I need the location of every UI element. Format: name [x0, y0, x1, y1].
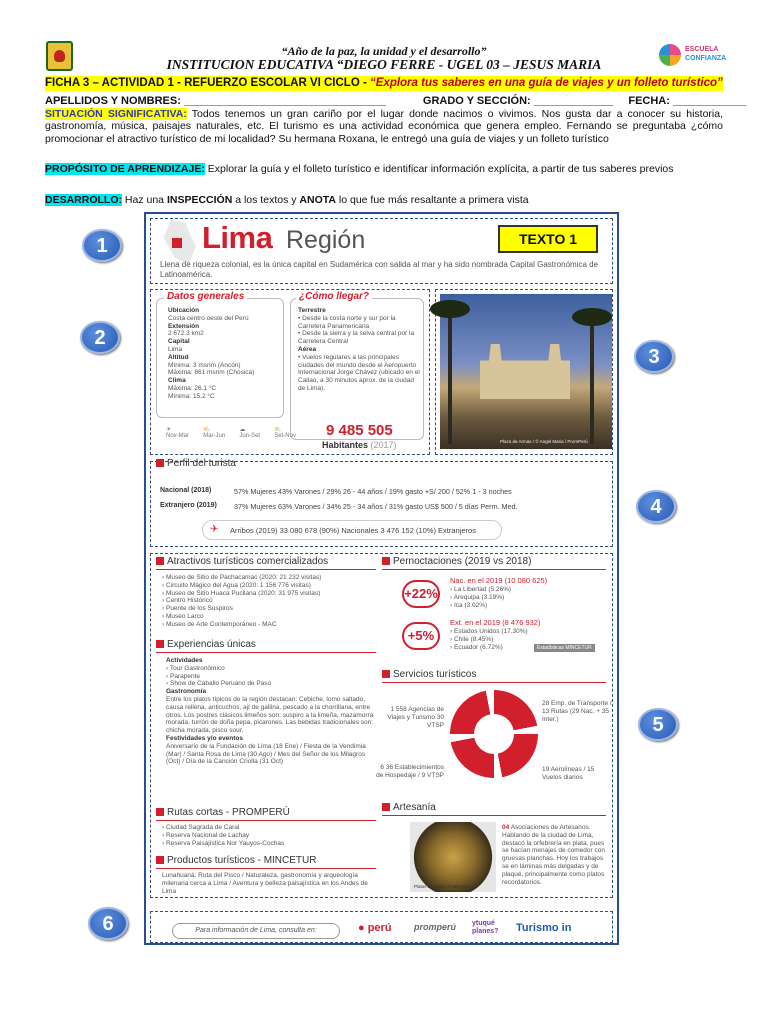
llegar-title: ¿Cómo llegar?	[296, 291, 372, 302]
servicio-hospedaje: 6 36 Establecimientos de Hospedaje / 9 VTSP	[376, 764, 444, 779]
marker-2: 2	[80, 321, 120, 354]
institution-name: INSTITUCION EDUCATIVA “DIEGO FERRE - UGEL 03 – JESUS MARIA	[166, 57, 602, 72]
servicios-donut	[450, 690, 538, 778]
atractivos-title: Atractivos turísticos comercializados	[156, 556, 328, 567]
situacion-paragraph: SITUACIÓN SIGNIFICATIVA: Todos tenemos un gran cariño por el lugar donde nacimos o vivimos. Nos gusta dar a conocer su historia, gastronomía, música, paisajes naturales, etc. El turismo es una actividad económica que genera empleo. Fernando se preguntaba ¿cómo promocionar el atractivo turístico de mi localidad? Su hermana Roxana, le entregó una guía de viajes y un folleto turístico	[45, 108, 724, 145]
atractivos-rule	[156, 569, 376, 570]
productos-text: Lunahuaná: Ruta del Pisco / Naturaleza, gastronomía y arqueología milenaria cerca a Lima / Aventura y belleza paisajística en los Andes de Lima	[162, 872, 368, 895]
ytuque-planes-logo: ytuqué planes?	[472, 920, 499, 935]
brochure-intro: Llena de riqueza colonial, es la única capital en Sudamérica con salida al mar y ha sido nombrada Capital Gastronómica de Latinoamérica.	[160, 260, 599, 279]
proposito-paragraph: PROPÓSITO DE APRENDIZAJE: Explorar la guía y el folleto turístico e identificar información explícita, a partir de tus saberes previos	[45, 163, 674, 175]
season-icons	[166, 426, 296, 439]
perfil-nacional-label: Nacional (2018)	[160, 487, 212, 494]
perfil-extranjero-values: 37% Mujeres 63% Varones / 34% 25 - 34 años / 31% gasto US$ 500 / 5 días Perm. Med.	[234, 502, 518, 511]
footer-info-pill: Para información de Lima, consulta en:	[172, 923, 340, 939]
artesania-text: 04 Asociaciones de Artesanos. Hablando de la ciudad de Lima, destacó la orfebrería en plata, pues se hacían menajes de comedor con gruesas planchas. Hoy los trabajos se en láminas más delgadas y de plaqué, principalmente como platos recordatorios.	[502, 824, 605, 886]
nac-total: Nac. en el 2019 (10 080 625)	[450, 576, 548, 585]
pernoct-source: Estadísticas MINCETUR	[534, 644, 595, 652]
servicios-rule	[382, 682, 606, 683]
servicio-agencias: 1 558 Agencias de Viajes y Turismo 30 VTSP	[387, 706, 444, 729]
student-info-row: APELLIDOS Y NOMBRES: _________________________________ GRADO Y SECCIÓN: _____________ FECHA: ____________	[45, 95, 747, 107]
texto-1-label: TEXTO 1	[498, 225, 598, 253]
datos-content: Ubicación Costa centro oeste del Perú Extensión 2 672.3 km2 Capital Lima Altitud Mínima: 3 msnm (Ancón) Máxima: 861 msnm (Chosica) Clima Máxima: 26.1 °C Mínima: 15.2 °C	[168, 307, 255, 400]
servicio-transporte: 28 Emp. de Transporte / 13 Rutas (29 Nac. + 35 Inter.)	[542, 700, 612, 723]
marker-3: 3	[634, 340, 674, 373]
marker-5: 5	[638, 708, 678, 741]
arribos-text: Arribos (2019) 33 080 678 (90%) Nacionales 3 476 152 (10%) Extranjeros	[230, 526, 476, 535]
nac-growth-badge: +22%	[402, 580, 440, 608]
rutas-title: Rutas cortas - PROMPERÚ	[156, 807, 290, 818]
ficha-title: FICHA 3 – ACTIVIDAD 1 - REFUERZO ESCOLAR VI CICLO - “Explora tus saberes en una guía de viajes y un folleto turístico”	[45, 77, 723, 89]
rutas-list: › Ciudad Sagrada de Caral › Reserva Nacional de Lachay › Reserva Paisajística Nor Yauyos-Cochas	[162, 824, 285, 847]
artesania-title: Artesanía	[382, 802, 436, 813]
brochure-region: Región	[286, 226, 366, 254]
llegar-content: Terrestre • Desde la costa norte y sur por la Carretera Panamericana • Desde la sierra y la selva central por la Carretera Central Aérea • Vuelos regulares a las principales ciudades del mundo desde el Aeropuerto Internacional Jorge Chávez (ubicado en el Callao, a 30 minutos aprox. de la ciudad de Lima).	[298, 307, 420, 392]
marker-4: 4	[636, 490, 676, 523]
escuela-confianza-logo: ESCUELA CONFIANZA	[657, 40, 721, 74]
perfil-extranjero-label: Extranjero (2019)	[160, 502, 217, 509]
turismo-in-logo: Turismo in	[516, 922, 572, 934]
servicio-aerolineas: 19 Aerolíneas / 15 Vuelos diarios	[542, 766, 595, 781]
promperu-logo: promperú	[414, 922, 457, 932]
peru-brand-logo: ● perú	[358, 922, 392, 934]
season-cloud-sun-icon-2: ⛅ Set-Nov	[274, 427, 296, 439]
experiencias-title: Experiencias únicas	[156, 639, 256, 650]
pernoctaciones-title: Pernoctaciones (2019 vs 2018)	[382, 556, 531, 567]
marker-6: 6	[88, 907, 128, 940]
date-blank[interactable]: ____________	[672, 95, 747, 107]
grade-blank[interactable]: _____________	[533, 95, 614, 107]
experiencias-rule	[156, 652, 376, 653]
artesania-rule	[382, 815, 606, 816]
rutas-rule	[156, 820, 376, 821]
perfil-nacional-values: 57% Mujeres 43% Varones / 29% 26 - 44 años / 19% gasto +S/ 200 / 52% 1 - 3 noches	[234, 487, 512, 496]
ext-total: Ext. en el 2019 (8 476 932)	[450, 618, 541, 627]
servicios-title: Servicios turísticos	[382, 669, 476, 680]
brochure-title: Lima	[202, 220, 273, 255]
header-motto: “Año de la paz, la unidad y el desarrollo”	[281, 44, 487, 58]
productos-title: Productos turísticos - MINCETUR	[156, 855, 316, 866]
marker-1: 1	[82, 229, 122, 262]
habitantes-number: 9 485 505	[326, 422, 393, 439]
season-sun-icon: ☀ Nov-Mar	[166, 427, 190, 439]
ext-list: › Estados Unidos (17.30%) › Chile (8.45%) › Ecuador (6.72%)	[450, 628, 528, 651]
habitantes-label: Habitantes (2017)	[322, 440, 397, 450]
perfil-title: Perfil del turista	[156, 458, 236, 469]
cathedral-photo: Plaza de Armas / © Angel Maria / PromPerú	[440, 294, 612, 449]
season-cloud-sun-icon: ⛅ Mar-Jun	[203, 427, 226, 439]
nac-list: › La Libertad (5.26%) › Arequipa (3.19%) › Ica (3.02%)	[450, 586, 512, 609]
silver-plate-photo: Platos de plata / © Mincetur	[410, 822, 496, 892]
pernoctaciones-rule	[382, 569, 606, 570]
experiencias-content: Actividades › Tour Gastronómico › Parapente › Show de Caballo Peruano de Paso Gastronomía Entre los platos típicos de la región destacan: Cebiche, lomo saltado, causa rellena, anticuchos, ají de gallina, pescado a la chorrillana, entre otros. Los postres clásicos limeños son: suspiro a la limeña, mazamorra morada, turrón de doña pepa, picarones. Las bebidas tradicionales son: chicha morada, pisco sour. Festividades y/o eventos Aniversario de la Fundación de Lima (18 Ene) / Fiesta de la Vendimia (Mar) / Santa Rosa de Lima (30 Ago) / Mes del Señor de los Milagros (Oct) / Día de la Canción Criolla (31 Oct)	[166, 657, 374, 766]
names-blank[interactable]: _________________________________	[183, 95, 386, 107]
atractivos-list: › Museo de Sitio de Pachacamac (2020: 21 232 visitas) › Circuito Mágico del Agua (2020: 1 156 776 visitas) › Museo de Sitio Huaca Pucllana (2020: 31 975 visitas) › Centro Histórico › Puente de los Suspiros › Museo Larco › Museo de Arte Contemporáneo - MAC	[162, 574, 322, 628]
datos-title: Datos generales	[164, 291, 247, 302]
lima-brochure	[144, 212, 619, 945]
productos-rule	[156, 868, 376, 869]
ext-growth-badge: +5%	[402, 622, 440, 650]
season-cloud-icon: ☁ Jun-Set	[239, 427, 261, 439]
plane-icon: ✈	[210, 524, 219, 535]
desarrollo-paragraph: DESARROLLO: Haz una INSPECCIÓN a los textos y ANOTA lo que fue más resaltante a primera vista	[45, 194, 529, 206]
